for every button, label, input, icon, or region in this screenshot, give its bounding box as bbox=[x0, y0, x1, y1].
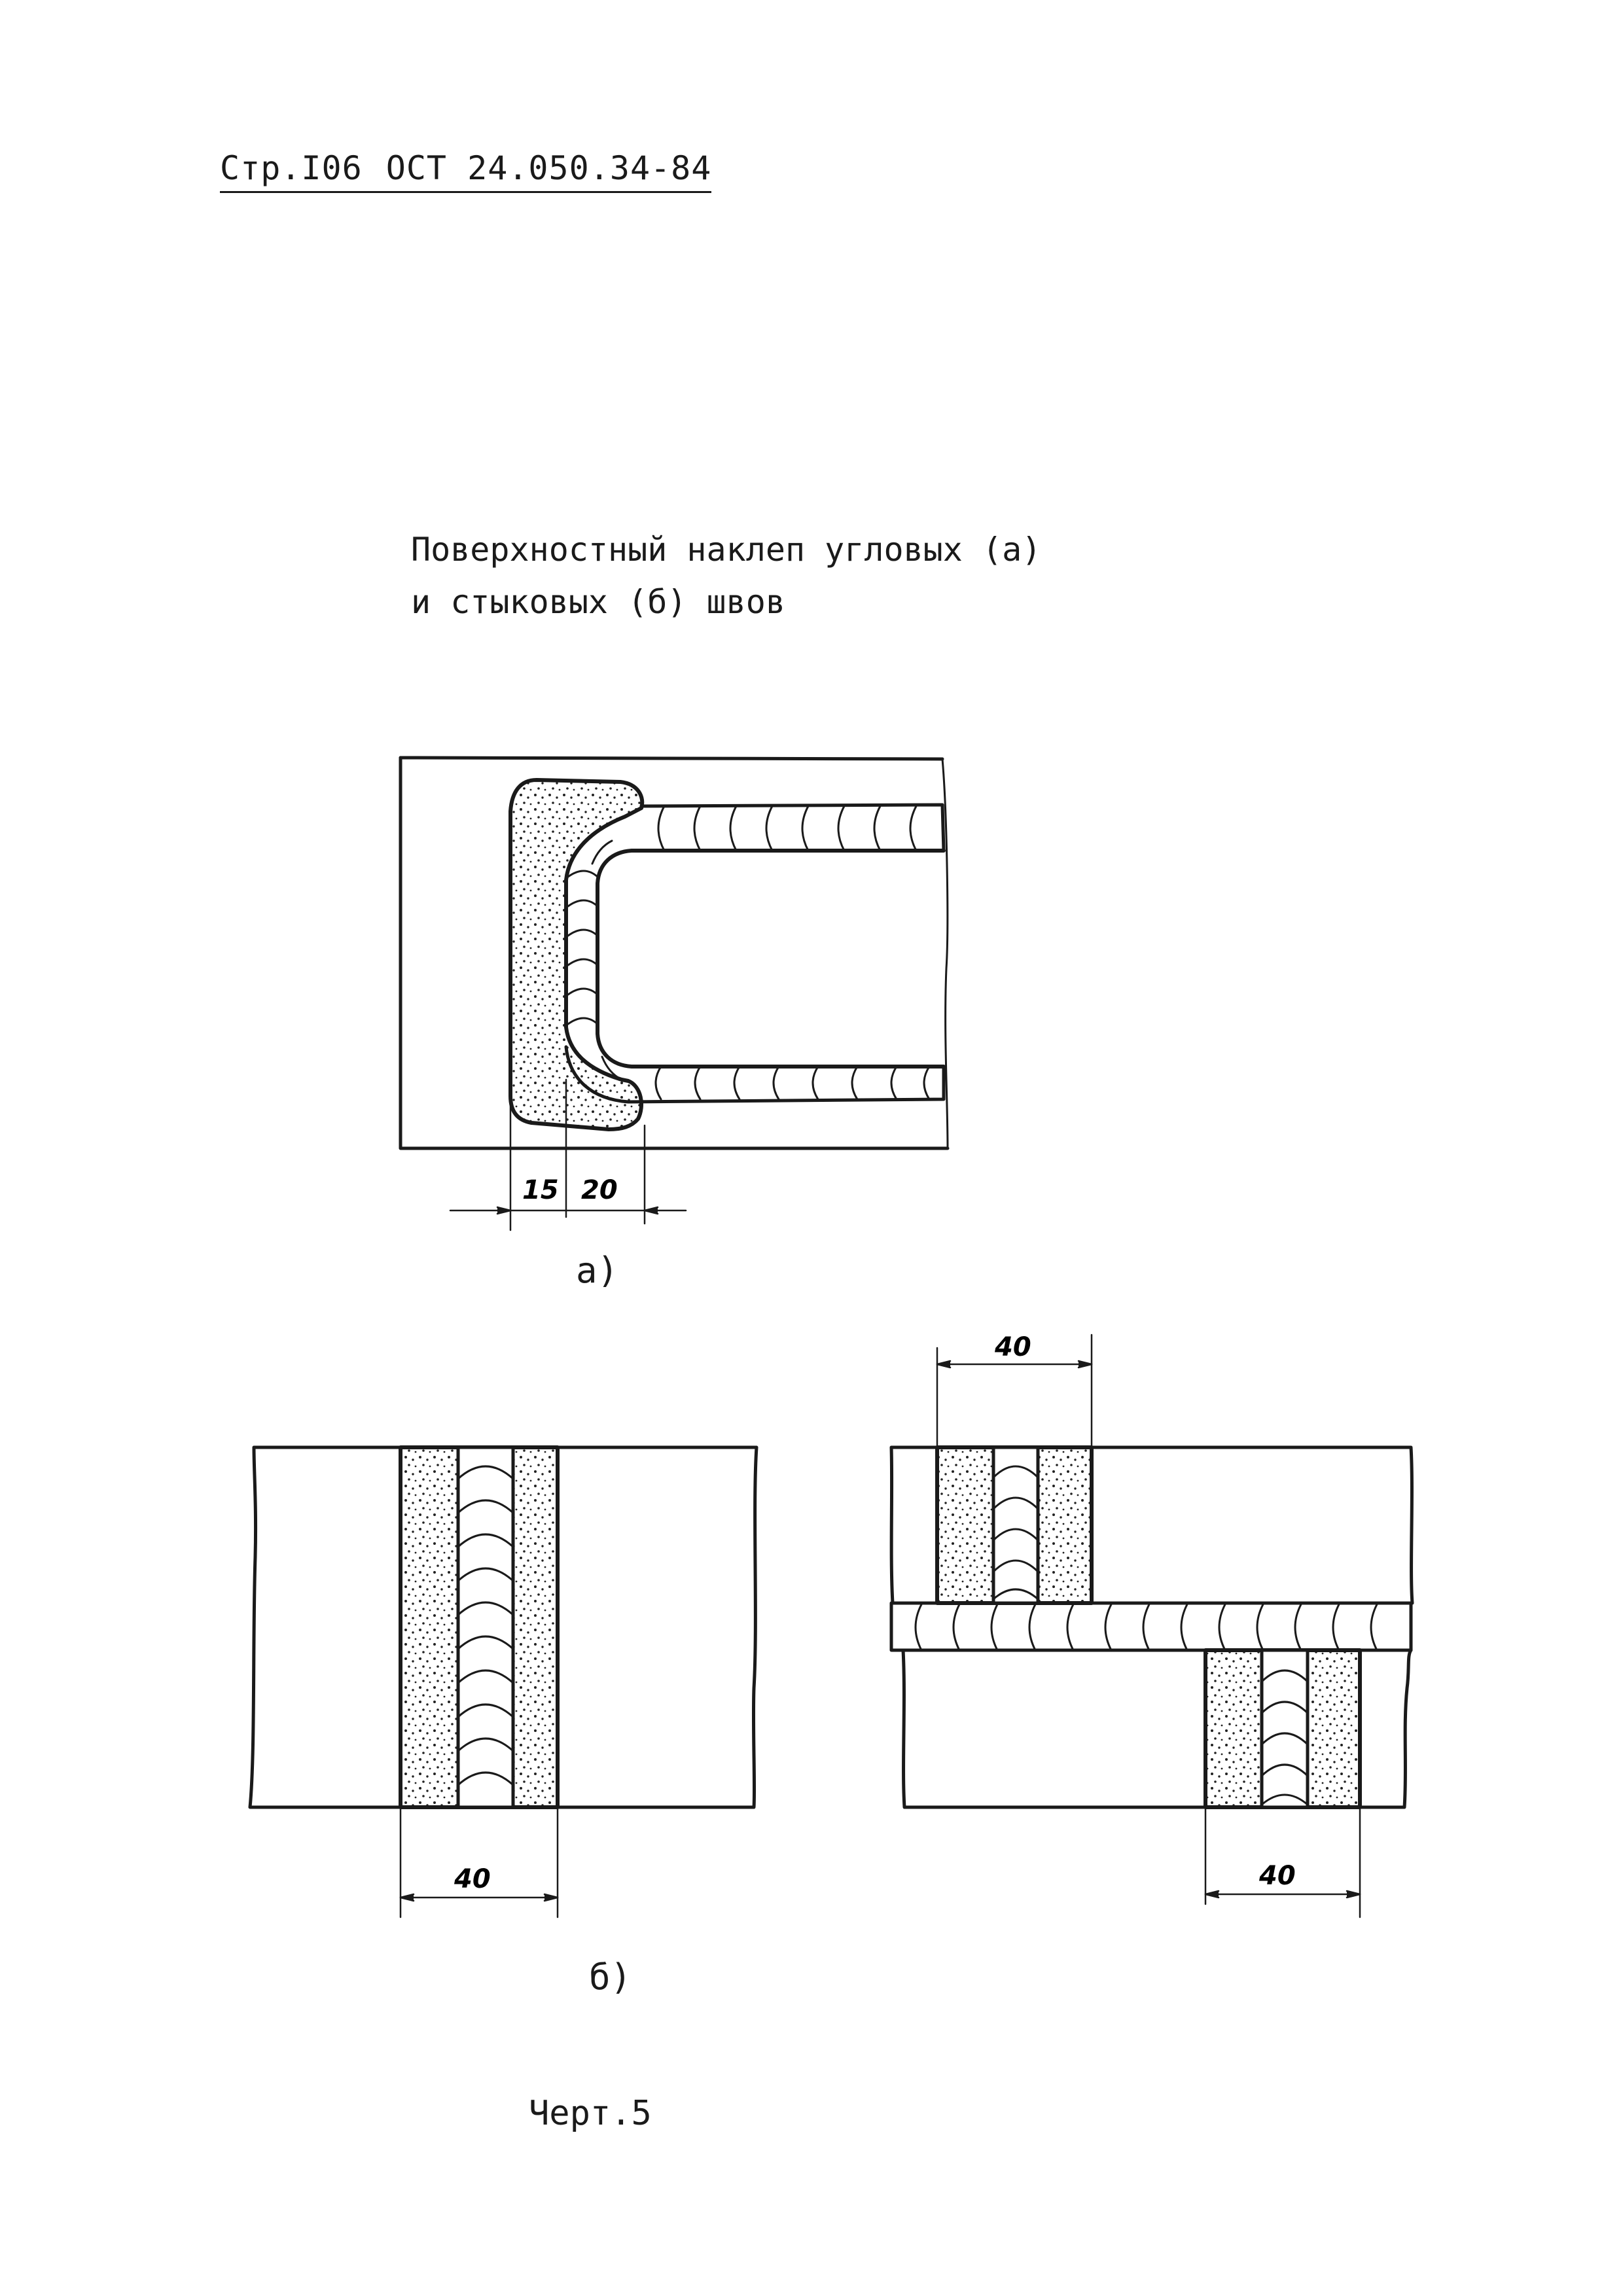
figure-a-drawing bbox=[401, 758, 948, 1230]
fig-a-plate-outline bbox=[401, 758, 948, 1148]
fig-a-inner-section bbox=[597, 851, 944, 1067]
figure-a-label: а) bbox=[576, 1250, 619, 1291]
caption-line-1: Поверхностный наклеп угловых (а) bbox=[411, 531, 1042, 569]
fig-b-right-dim-bottom-40: 40 bbox=[1259, 1861, 1296, 1891]
figure-b-right-drawing bbox=[891, 1335, 1412, 1917]
figure-b-label: б) bbox=[589, 1956, 632, 1998]
fig-b-left-dimensions bbox=[401, 1807, 558, 1917]
drawing-number-label: Черт.5 bbox=[529, 2094, 652, 2133]
fig-b-right-dim-top-40: 40 bbox=[995, 1332, 1031, 1362]
fig-a-dim-20: 20 bbox=[581, 1175, 618, 1205]
figure-b-left-drawing bbox=[250, 1447, 757, 1917]
page-number: Стр.I06 bbox=[220, 149, 363, 187]
fig-a-dim-15: 15 bbox=[522, 1175, 559, 1205]
fig-b-left-dim-40: 40 bbox=[454, 1864, 491, 1894]
caption-line-2: и стыковых (б) швов bbox=[411, 583, 785, 621]
fig-b-right-lower-weld bbox=[1262, 1650, 1308, 1807]
standard-code: ОСТ 24.050.34-84 bbox=[385, 149, 712, 187]
